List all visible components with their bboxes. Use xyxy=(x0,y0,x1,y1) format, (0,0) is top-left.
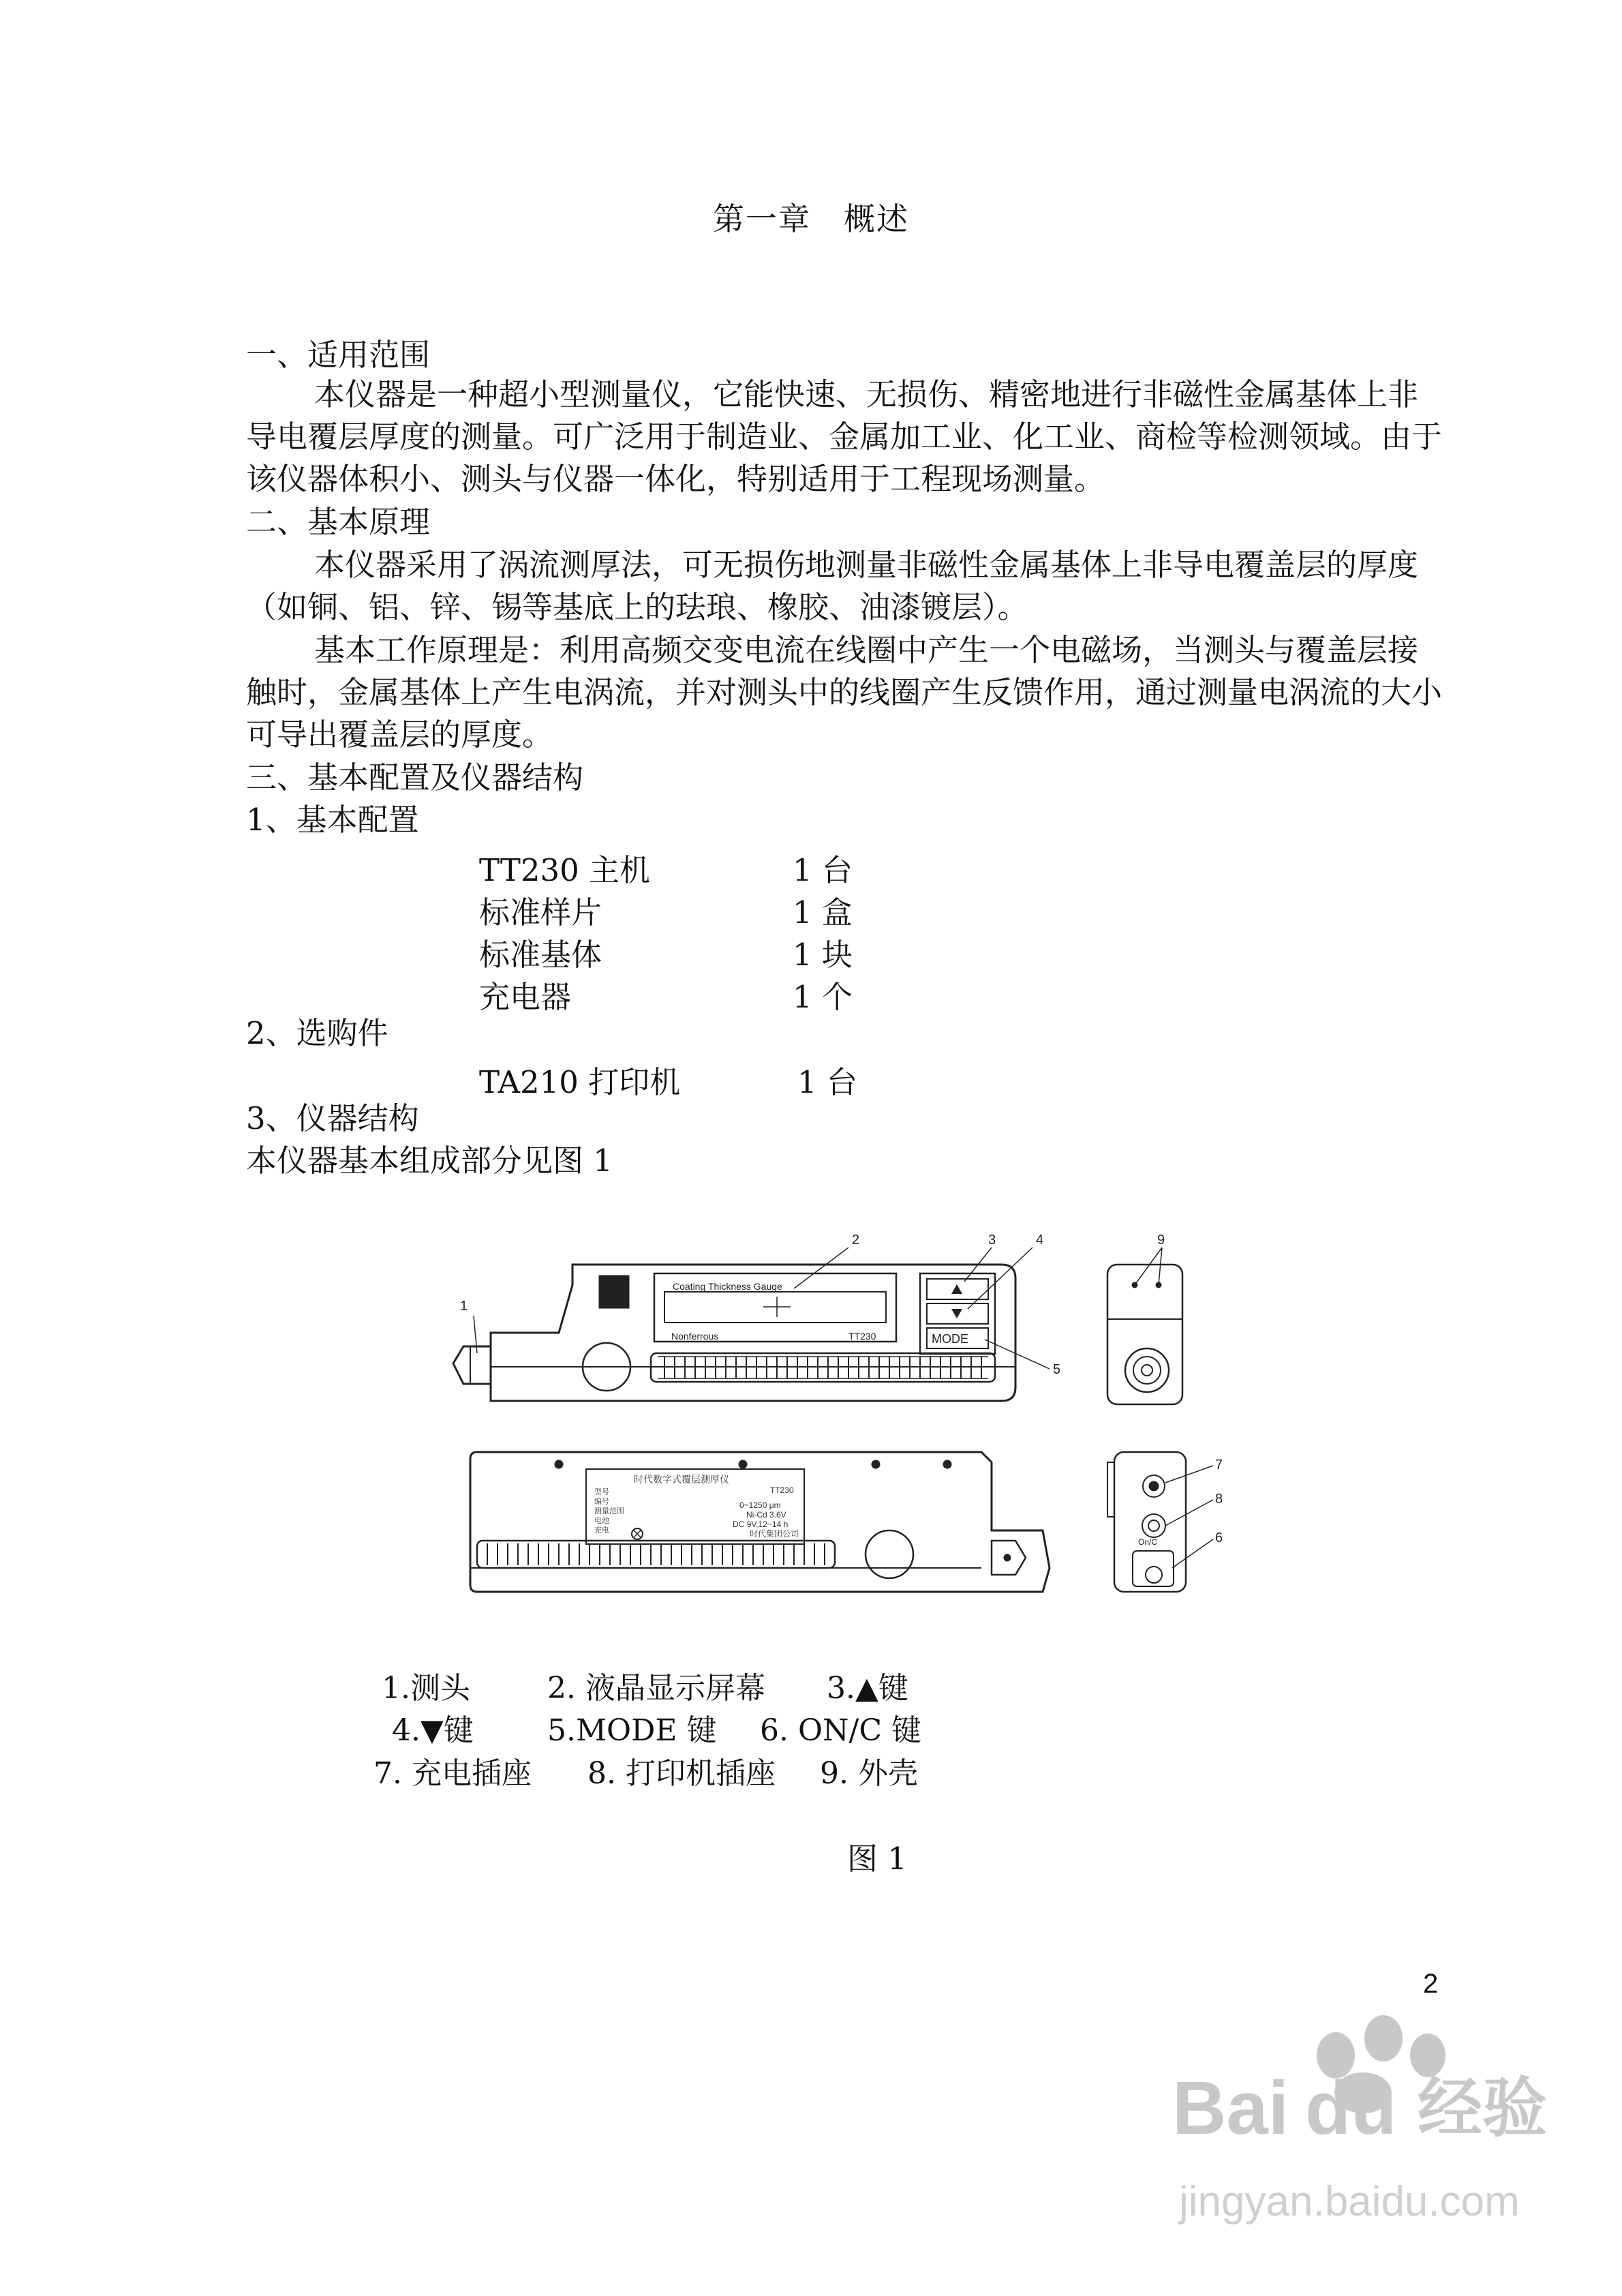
legend-item: 3.▲键 xyxy=(827,1671,908,1706)
config-item-name: 标准样片 xyxy=(479,894,602,931)
callout-number: 2 xyxy=(852,1233,860,1248)
figure-caption: 图 1 xyxy=(847,1841,907,1877)
legend-item: 6. ON/C 键 xyxy=(760,1713,922,1748)
back-label-key: 测量范围 xyxy=(594,1507,624,1515)
back-label-key: 型号 xyxy=(594,1488,609,1496)
config-item-qty: 1 个 xyxy=(793,979,853,1015)
subsection-2-heading: 2、选购件 xyxy=(246,1015,388,1051)
subsection-3-heading: 3、仪器结构 xyxy=(246,1100,419,1136)
down-key-icon xyxy=(951,1309,962,1318)
probe-tip xyxy=(453,1346,491,1384)
back-label-key: 电池 xyxy=(594,1517,609,1525)
watermark-brand-2: du xyxy=(1305,2066,1397,2150)
lcd-screen xyxy=(654,1273,896,1342)
legend-item: 4.▼键 xyxy=(392,1713,474,1748)
back-label-value: DC 9V,12~14 h xyxy=(733,1520,789,1529)
callout-number: 7 xyxy=(1215,1457,1223,1472)
watermark-graphic xyxy=(1159,1991,1595,2250)
legend-item: 8. 打印机插座 xyxy=(587,1756,776,1791)
back-label-value: Ni-Cd 3.6V xyxy=(746,1510,786,1520)
section-2-body-1: 本仪器采用了涡流测厚法，可无损伤地测量非磁性金属基体上非导电覆盖层的厚度（如铜、铝、锌、锡等基底上的珐琅、橡胶、油漆镀层）。 xyxy=(246,547,1419,625)
config-item-name: TT230 主机 xyxy=(479,852,651,888)
callout-number: 6 xyxy=(1215,1530,1223,1545)
section-1-heading: 一、适用范围 xyxy=(246,337,431,373)
device-side-view xyxy=(1107,1452,1186,1592)
device-front-view xyxy=(453,1265,1015,1401)
device-label-top: Coating Thickness Gauge xyxy=(673,1281,782,1292)
legend-item: 1.测头 xyxy=(382,1671,470,1706)
printer-socket xyxy=(1142,1514,1165,1537)
callout-lines xyxy=(474,1248,1213,1568)
mode-key-label: MODE xyxy=(932,1332,968,1346)
callout-number: 3 xyxy=(988,1233,996,1248)
section-1-body: 本仪器是一种超小型测量仪，它能快速、无损伤、精密地进行非磁性金属基体上非导电覆层厚度的测量。可广泛用于制造业、金属加工业、化工业、商检等检测领域。由于该仪器体积小、测头与仪器一体化，特别适用于工程现场测量。 xyxy=(246,376,1443,497)
legend-item: 2. 液晶显示屏幕 xyxy=(547,1671,765,1706)
on-c-label: On/C xyxy=(1138,1537,1158,1547)
callout-number: 1 xyxy=(460,1299,468,1314)
back-label-key: 充电 xyxy=(594,1526,609,1535)
section-3-heading: 三、基本配置及仪器结构 xyxy=(246,759,584,796)
baidu-jingyan-watermark xyxy=(1159,1991,1595,2250)
up-key-icon xyxy=(951,1284,962,1294)
watermark-url: jingyan.baidu.com xyxy=(1179,2178,1520,2225)
back-label-title: 时代数字式覆层测厚仪 xyxy=(634,1474,729,1485)
device-label-left: Nonferrous xyxy=(671,1331,719,1342)
back-label-key: 编号 xyxy=(594,1498,609,1506)
callout-number: 9 xyxy=(1157,1233,1165,1248)
config-item-qty: 1 台 xyxy=(793,852,853,888)
watermark-brand: Bai xyxy=(1172,2066,1289,2150)
optional-item-name: TA210 打印机 xyxy=(479,1064,681,1100)
back-label-company: 时代集团公司 xyxy=(750,1529,799,1539)
device-end-view xyxy=(1107,1265,1182,1404)
legend-item: 7. 充电插座 xyxy=(373,1756,532,1791)
legend-item: 5.MODE 键 xyxy=(547,1713,717,1748)
section-2-heading: 二、基本原理 xyxy=(246,504,431,540)
device-back-view xyxy=(470,1452,1050,1592)
callout-number: 5 xyxy=(1053,1362,1061,1377)
config-item-qty: 1 块 xyxy=(793,937,853,973)
structure-intro: 本仪器基本组成部分见图 1 xyxy=(246,1143,613,1179)
back-label-model: TT230 xyxy=(770,1485,794,1495)
page-number: 2 xyxy=(1423,1969,1439,1999)
optional-item-qty: 1 台 xyxy=(797,1064,857,1100)
config-item-qty: 1 盒 xyxy=(793,894,853,931)
section-2-body-2: 基本工作原理是：利用高频交变电流在线圈中产生一个电磁场，当测头与覆盖层接触时，金属基体上产生电涡流，并对测头中的线圈产生反馈作用，通过测量电涡流的大小可导出覆盖层的厚度。 xyxy=(246,632,1443,753)
subsection-1-heading: 1、基本配置 xyxy=(246,802,419,838)
key-panel xyxy=(920,1273,995,1354)
device-model-label: TT230 xyxy=(848,1331,876,1342)
brand-logo xyxy=(600,1276,628,1308)
config-item-name: 标准基体 xyxy=(479,937,602,973)
config-item-name: 充电器 xyxy=(479,979,572,1015)
instrument-figure xyxy=(423,1213,1223,1609)
watermark-brand-cn: 经验 xyxy=(1418,2072,1548,2145)
chapter-title: 第一章 概述 xyxy=(713,200,909,237)
back-label-value: 0~1250 μm xyxy=(739,1500,781,1510)
callout-number: 4 xyxy=(1036,1233,1044,1248)
on-c-button xyxy=(1146,1567,1162,1583)
callout-number: 8 xyxy=(1215,1492,1223,1507)
legend-item: 9. 外壳 xyxy=(820,1756,918,1791)
